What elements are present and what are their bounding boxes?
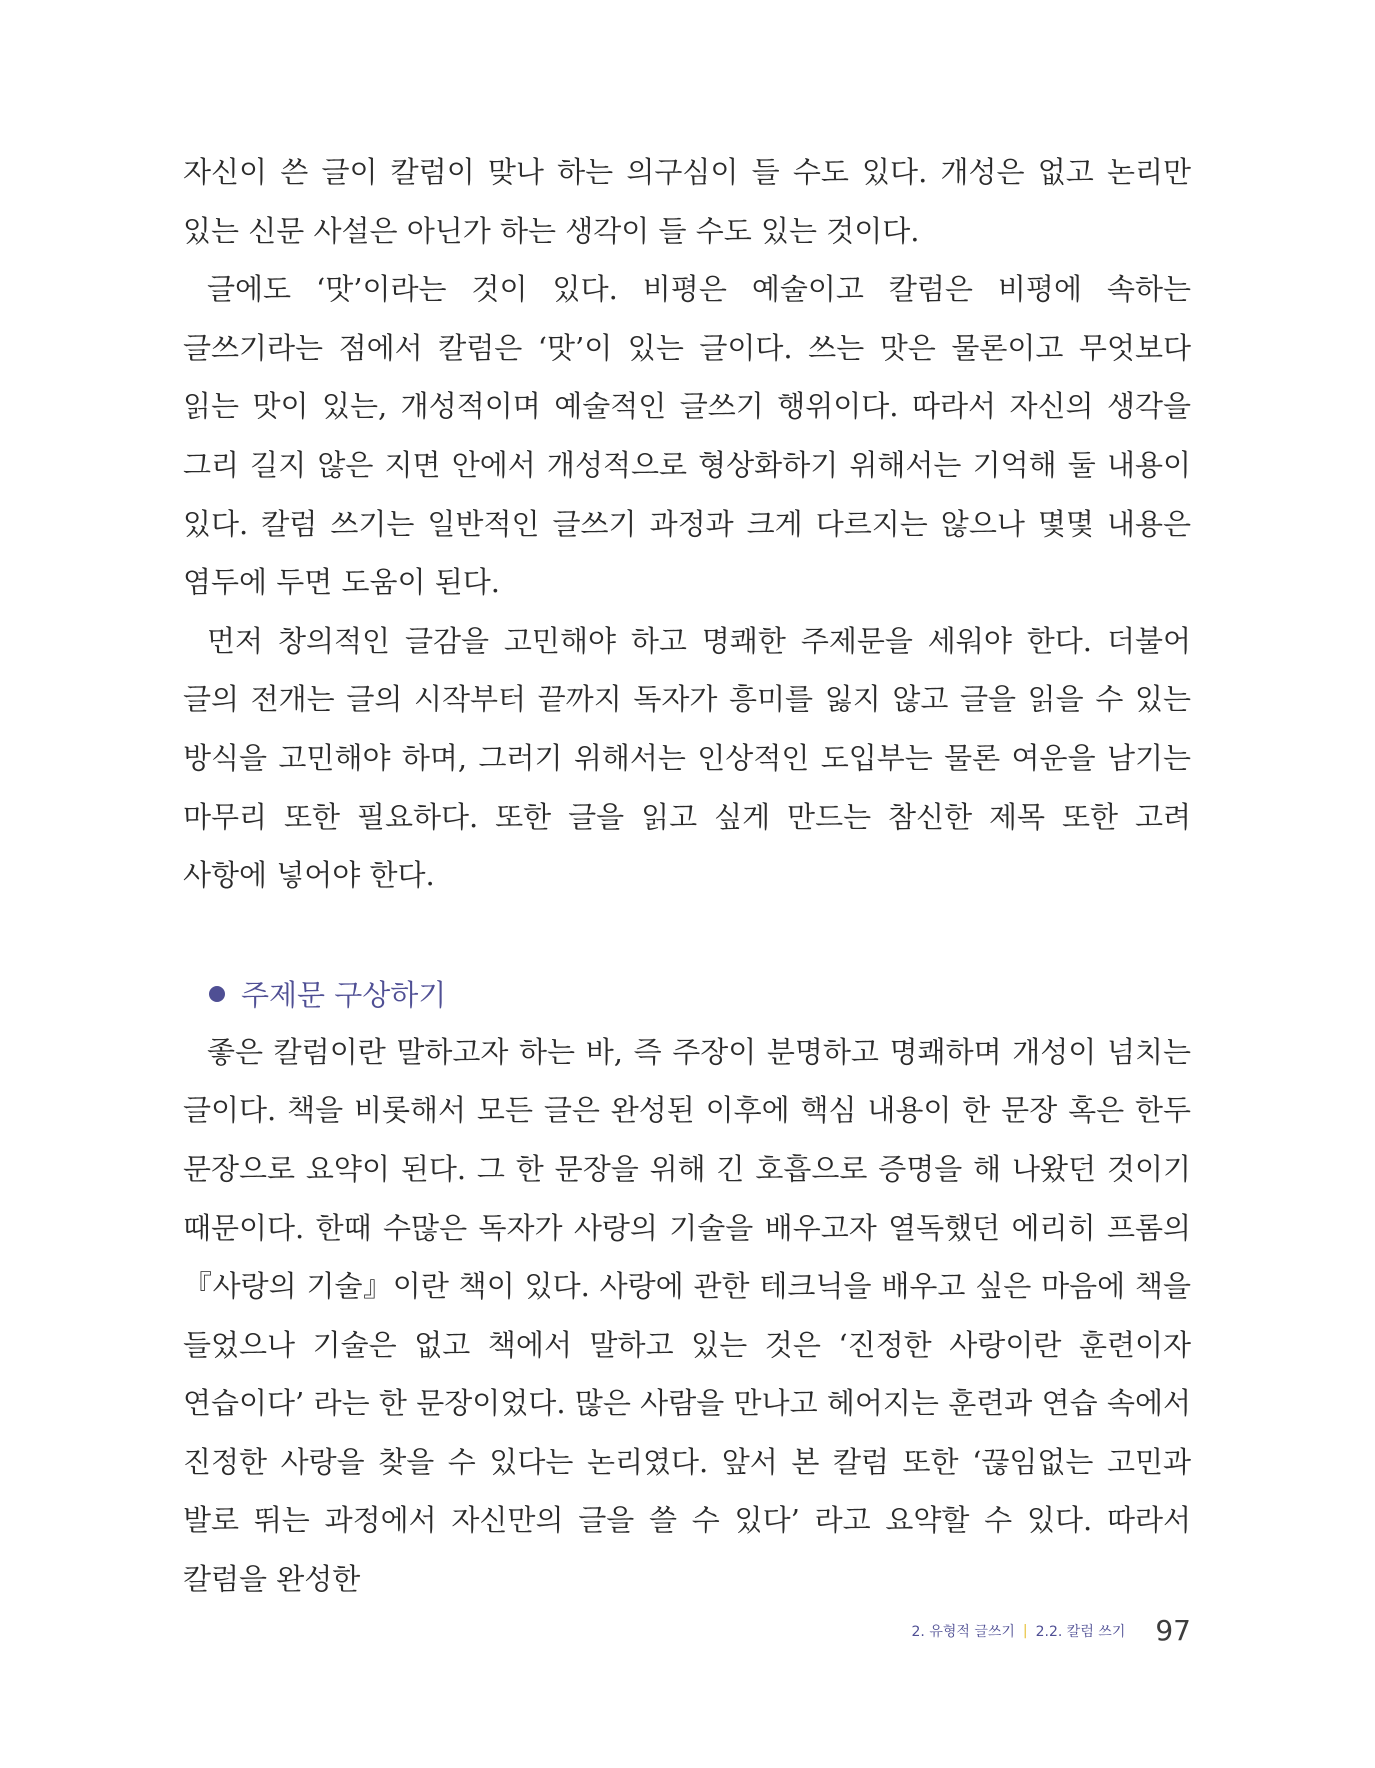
paragraph-3: 먼저 창의적인 글감을 고민해야 하고 명쾌한 주제문을 세워야 한다. 더불어 글의 전개는 글의 시작부터 끝까지 독자가 흥미를 잃지 않고 글을 읽을 수 있는 방식을 고민해야 하며, 그러기 위해서는 인상적인 도입부는 물론 여운을 남기는 마무리 또한 필요하다. 또한 글을 읽고 싶게 만드는 참신한 제목 또한 고려 사항에 넣어야 한다. [183,623,1191,893]
page-body [183,143,1191,1609]
page-number: 97 [1155,1614,1191,1647]
footer-separator: | [1022,1622,1028,1639]
section-heading [209,965,1191,1023]
bullet-icon [209,986,225,1002]
section-paragraph-1: 좋은 칼럼이란 말하고자 하는 바, 즉 주장이 분명하고 명쾌하며 개성이 넘치는 글이다. 책을 비롯해서 모든 글은 완성된 이후에 핵심 내용이 한 문장 혹은 한두 문장으로 요약이 된다. 그 한 문장을 위해 긴 호흡으로 증명을 해 나왔던 것이기 때문이다. 한때 수많은 독자가 사랑의 기술을 배우고자 열독했던 에리히 프롬의 『사랑의 기술』이란 책이 있다. 사랑에 관한 테크닉을 배우고 싶은 마음에 책을 들었으나 기술은 없고 책에서 말하고 있는 것은 ‘진정한 사랑이란 훈련이자 연습이다’ 라는 한 문장이었다. 많은 사람을 만나고 헤어지는 훈련과 연습 속에서 진정한 사랑을 찾을 수 있다는 논리였다. 앞서 본 칼럼 또한 ‘끊임없는 고민과 발로 뛰는 과정에서 자신만의 글을 쓸 수 있다’ 라고 요약할 수 있다. 따라서 칼럼을 완성한 [183,1034,1191,1597]
paragraph-1: 자신이 쓴 글이 칼럼이 맞나 하는 의구심이 들 수도 있다. 개성은 없고 논리만 있는 신문 사설은 아닌가 하는 생각이 들 수도 있는 것이다. [183,155,1191,248]
paragraph-2: 글에도 ‘맛’이라는 것이 있다. 비평은 예술이고 칼럼은 비평에 속하는 글쓰기라는 점에서 칼럼은 ‘맛’이 있는 글이다. 쓰는 맛은 물론이고 무엇보다 읽는 맛이 있는, 개성적이며 예술적인 글쓰기 행위이다. 따라서 자신의 생각을 그리 길지 않은 지면 안에서 개성적으로 형상화하기 위해서는 기억해 둘 내용이 있다. 칼럼 쓰기는 일반적인 글쓰기 과정과 크게 다르지는 않으나 몇몇 내용은 염두에 두면 도움이 된다. [183,272,1191,600]
section-heading-text: 주제문 구상하기 [241,978,447,1013]
footer-section: 2.2. 칼럼 쓰기 [1035,1623,1126,1640]
footer-chapter: 2. 유형적 글쓰기 [911,1623,1015,1640]
page-footer [912,1614,1191,1647]
